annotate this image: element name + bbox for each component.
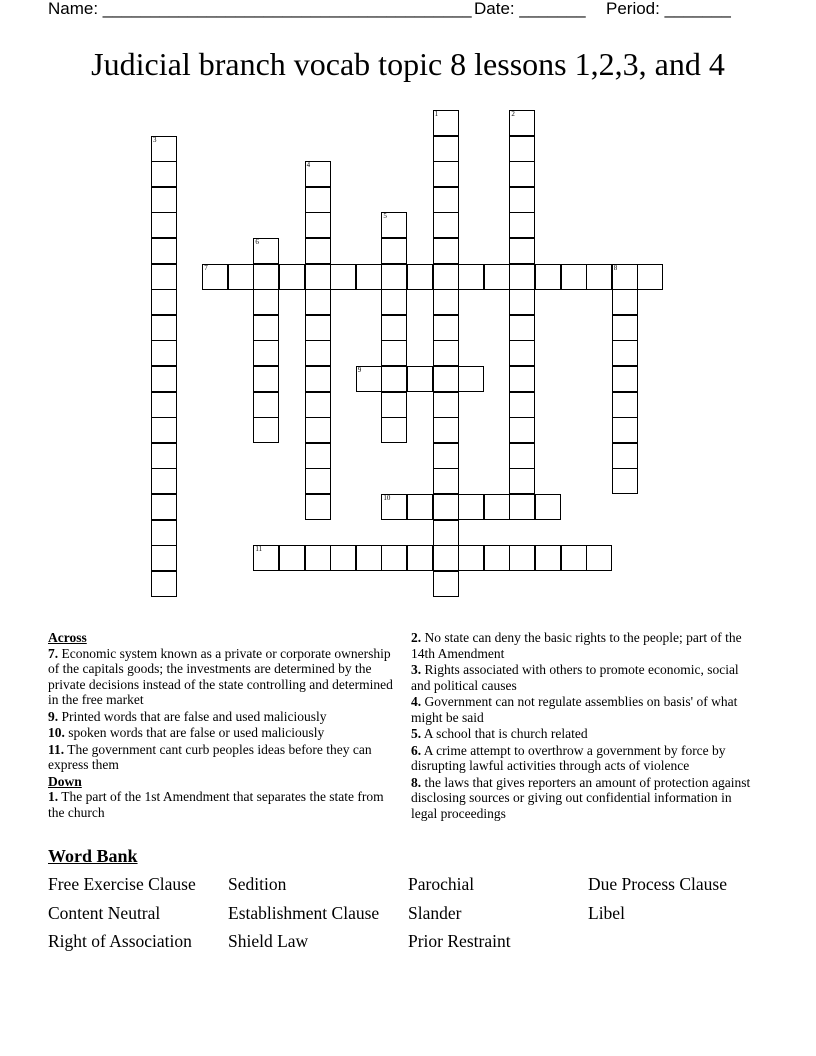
crossword-cell[interactable] (612, 443, 638, 469)
crossword-cell[interactable] (509, 289, 535, 315)
crossword-cell[interactable] (305, 340, 331, 366)
down-heading: Down (48, 773, 82, 789)
crossword-cell[interactable] (612, 264, 638, 290)
crossword-cell[interactable] (253, 417, 279, 443)
crossword-cell[interactable] (433, 136, 459, 162)
crossword-cell[interactable] (381, 340, 407, 366)
crossword-cell[interactable] (458, 494, 484, 520)
crossword-cell[interactable] (305, 315, 331, 341)
crossword-cell[interactable] (202, 264, 228, 290)
crossword-cell[interactable] (253, 340, 279, 366)
crossword-cell[interactable] (151, 187, 177, 213)
clue-number: 7. (48, 645, 59, 661)
crossword-cell[interactable] (509, 110, 535, 136)
crossword-cell[interactable] (305, 238, 331, 264)
crossword-cell[interactable] (458, 264, 484, 290)
crossword-cell[interactable] (612, 289, 638, 315)
word-bank-item: Right of Association (48, 931, 192, 951)
clue-number-label: 7 (204, 263, 208, 272)
clue-text: the laws that gives reporters an amount of protection against disclosing sources or giving out confidential information in legal proceedings (411, 774, 751, 821)
clue-number-label: 5 (383, 212, 387, 221)
clue-number-label: 8 (613, 263, 618, 272)
word-bank-item: Shield Law (228, 931, 309, 951)
clue-number: 6. (411, 742, 422, 758)
crossword-cell[interactable] (151, 520, 177, 546)
clue-down-1 (48, 789, 394, 820)
crossword-cell[interactable] (433, 264, 459, 290)
crossword-cell[interactable] (356, 366, 382, 392)
crossword-cell[interactable] (509, 340, 535, 366)
clue-number: 2. (411, 630, 422, 645)
crossword-cell[interactable] (586, 264, 612, 290)
crossword-cell[interactable] (509, 366, 535, 392)
crossword-cell[interactable] (612, 417, 638, 443)
clue-number: 8. (411, 774, 422, 790)
crossword-cell[interactable] (279, 264, 305, 290)
crossword-cell[interactable] (305, 468, 331, 494)
crossword-cell[interactable] (381, 289, 407, 315)
crossword-cell[interactable] (151, 571, 177, 597)
clue-number-label: 10 (383, 494, 391, 502)
crossword-cell[interactable] (458, 545, 484, 571)
crossword-cell[interactable] (381, 238, 407, 264)
clue-down-8 (411, 775, 757, 822)
word-bank-item: Libel (588, 903, 625, 923)
crossword-cell[interactable] (433, 238, 459, 264)
clue-across-11 (48, 742, 394, 773)
crossword-cell[interactable] (433, 366, 459, 392)
crossword-cell[interactable] (253, 289, 279, 315)
crossword-cell[interactable] (509, 161, 535, 187)
crossword-cell[interactable] (509, 315, 535, 341)
crossword-cell[interactable] (509, 417, 535, 443)
crossword-cell[interactable] (509, 136, 535, 162)
word-bank-title: Word Bank (48, 846, 138, 866)
crossword-cell[interactable] (484, 545, 510, 571)
crossword-cell[interactable] (305, 264, 331, 290)
clue-across-9 (48, 709, 394, 725)
crossword-cell[interactable] (381, 264, 407, 290)
crossword-cell[interactable] (381, 366, 407, 392)
crossword-cell[interactable] (151, 264, 177, 290)
clue-down-4 (411, 694, 757, 725)
clue-down-2 (411, 630, 757, 661)
period-field[interactable]: Period: _______ (606, 0, 731, 18)
crossword-cell[interactable] (305, 494, 331, 520)
clue-text: Economic system known as a private or corporate ownership of the capitals goods; the investments are determined by the private decisions instead of the state controlling and determined in the free market (48, 645, 393, 707)
clue-number-label: 6 (255, 238, 259, 246)
crossword-cell[interactable] (381, 494, 407, 520)
word-bank-item: Due Process Clause (588, 874, 728, 894)
clues-right-column (411, 630, 757, 822)
clue-number-label: 11 (255, 545, 263, 554)
crossword-cell[interactable] (381, 392, 407, 418)
crossword-cell[interactable] (381, 545, 407, 571)
crossword-cell[interactable] (509, 392, 535, 418)
crossword-cell[interactable] (253, 315, 279, 341)
crossword-cell[interactable] (151, 417, 177, 443)
crossword-cell[interactable] (305, 212, 331, 238)
crossword-cell[interactable] (305, 417, 331, 443)
word-bank-item: Sedition (228, 874, 287, 894)
clue-text: The government cant curb peoples ideas before they can express them (48, 741, 372, 772)
crossword-cell[interactable] (330, 545, 356, 571)
crossword-cell[interactable] (253, 238, 279, 264)
crossword-cell[interactable] (279, 545, 305, 571)
crossword-cell[interactable] (151, 443, 177, 469)
crossword-cell[interactable] (561, 264, 587, 290)
date-field[interactable]: Date: _______ (474, 0, 586, 18)
crossword-cell[interactable] (535, 545, 561, 571)
crossword-cell[interactable] (561, 545, 587, 571)
crossword-cell[interactable] (356, 545, 382, 571)
crossword-cell[interactable] (433, 443, 459, 469)
word-bank-item: Slander (408, 903, 462, 923)
crossword-cell[interactable] (433, 289, 459, 315)
crossword-cell[interactable] (509, 238, 535, 264)
crossword-cell[interactable] (356, 264, 382, 290)
crossword-cell[interactable] (509, 264, 535, 290)
crossword-cell[interactable] (612, 468, 638, 494)
clue-number: 10. (48, 725, 65, 740)
crossword-cell[interactable] (305, 392, 331, 418)
crossword-cell[interactable] (433, 315, 459, 341)
crossword-cell[interactable] (458, 366, 484, 392)
crossword-cell[interactable] (305, 161, 331, 187)
clue-number-label: 2 (511, 110, 515, 118)
crossword-cell[interactable] (433, 161, 459, 187)
crossword-cell[interactable] (484, 494, 510, 520)
clue-text: spoken words that are false or used maliciously (68, 725, 325, 740)
clue-down-5 (411, 726, 757, 742)
page-title: Judicial branch vocab topic 8 lessons 1,2,3, and 4 (91, 46, 725, 82)
clue-text: Printed words that are false and used maliciously (61, 708, 327, 724)
crossword-cell[interactable] (305, 366, 331, 392)
crossword-cell[interactable] (509, 545, 535, 571)
word-bank-item: Parochial (408, 874, 475, 894)
clue-number-label: 1 (434, 110, 439, 118)
crossword-cell[interactable] (433, 494, 459, 520)
crossword-cell[interactable] (151, 392, 177, 418)
crossword-cell[interactable] (330, 264, 356, 290)
clue-text: Government can not regulate assemblies on basis' of what might be said (411, 694, 738, 725)
crossword-cell[interactable] (433, 340, 459, 366)
crossword-cell[interactable] (151, 468, 177, 494)
clue-down-6 (411, 743, 757, 774)
crossword-cell[interactable] (535, 494, 561, 520)
crossword-cell[interactable] (637, 264, 663, 290)
clue-number: 11. (48, 741, 65, 757)
crossword-cell[interactable] (433, 392, 459, 418)
crossword-cell[interactable] (433, 212, 459, 238)
crossword-cell[interactable] (151, 289, 177, 315)
crossword-cell[interactable] (509, 212, 535, 238)
crossword-cell[interactable] (305, 289, 331, 315)
crossword-cell[interactable] (433, 571, 459, 597)
crossword-cell[interactable] (407, 494, 433, 520)
word-bank-item: Establishment Clause (228, 903, 380, 923)
clue-text: The part of the 1st Amendment that separates the state from the church (48, 789, 384, 820)
crossword-cell[interactable] (433, 110, 459, 136)
crossword-cell[interactable] (433, 468, 459, 494)
crossword-cell[interactable] (253, 366, 279, 392)
crossword-cell[interactable] (253, 264, 279, 290)
crossword-cell[interactable] (253, 545, 279, 571)
name-field[interactable]: Name: _______________________________________ (48, 0, 472, 18)
clue-number: 9. (48, 708, 59, 724)
crossword-cell[interactable] (407, 366, 433, 392)
crossword-cell[interactable] (433, 187, 459, 213)
crossword-cell[interactable] (612, 340, 638, 366)
crossword-cell[interactable] (433, 520, 459, 546)
crossword-cell[interactable] (484, 264, 510, 290)
crossword-cell[interactable] (381, 417, 407, 443)
crossword-cell[interactable] (586, 545, 612, 571)
clue-down-3 (411, 662, 757, 693)
clue-number: 5. (411, 726, 422, 741)
crossword-cell[interactable] (509, 468, 535, 494)
word-bank-item: Content Neutral (48, 903, 161, 923)
clue-number: 3. (411, 662, 422, 677)
crossword-cell[interactable] (433, 545, 459, 571)
crossword-cell[interactable] (612, 392, 638, 418)
crossword-cell[interactable] (305, 443, 331, 469)
crossword-cell[interactable] (151, 212, 177, 238)
crossword-cell[interactable] (151, 366, 177, 392)
clue-text: A school that is church related (423, 726, 588, 741)
crossword-cell[interactable] (151, 161, 177, 187)
clue-text: A crime attempt to overthrow a government by force by disrupting lawful activities through acts of violence (411, 742, 726, 773)
crossword-cell[interactable] (151, 136, 177, 162)
across-heading: Across (48, 630, 87, 645)
crossword-cell[interactable] (228, 264, 254, 290)
crossword-cell[interactable] (612, 366, 638, 392)
clue-text: No state can deny the basic rights to the people; part of the 14th Amendment (411, 630, 742, 661)
clue-text: Rights associated with others to promote economic, social and political causes (411, 662, 739, 693)
word-bank-item: Free Exercise Clause (48, 874, 196, 894)
crossword-cell[interactable] (151, 340, 177, 366)
crossword-cell[interactable] (151, 238, 177, 264)
crossword-cell[interactable] (509, 443, 535, 469)
crossword-cell[interactable] (433, 417, 459, 443)
crossword-cell[interactable] (612, 315, 638, 341)
crossword-cell[interactable] (381, 315, 407, 341)
clue-number: 4. (411, 694, 422, 709)
clue-number-label: 9 (357, 366, 362, 374)
clue-number-label: 3 (153, 135, 157, 144)
crossword-cell[interactable] (535, 264, 561, 290)
clue-number-label: 4 (306, 161, 311, 170)
crossword-cell[interactable] (151, 494, 177, 520)
clue-number: 1. (48, 789, 59, 804)
crossword-cell[interactable] (381, 212, 407, 238)
word-bank-item: Prior Restraint (408, 931, 511, 951)
clue-across-7 (48, 646, 394, 708)
crossword-cell[interactable] (253, 392, 279, 418)
crossword-cell[interactable] (407, 545, 433, 571)
crossword-cell[interactable] (509, 494, 535, 520)
crossword-cell[interactable] (151, 545, 177, 571)
crossword-cell[interactable] (305, 545, 331, 571)
crossword-cell[interactable] (151, 315, 177, 341)
clues-left-column (48, 630, 394, 821)
crossword-cell[interactable] (509, 187, 535, 213)
crossword-cell[interactable] (305, 187, 331, 213)
clue-across-10 (48, 725, 394, 741)
crossword-cell[interactable] (407, 264, 433, 290)
